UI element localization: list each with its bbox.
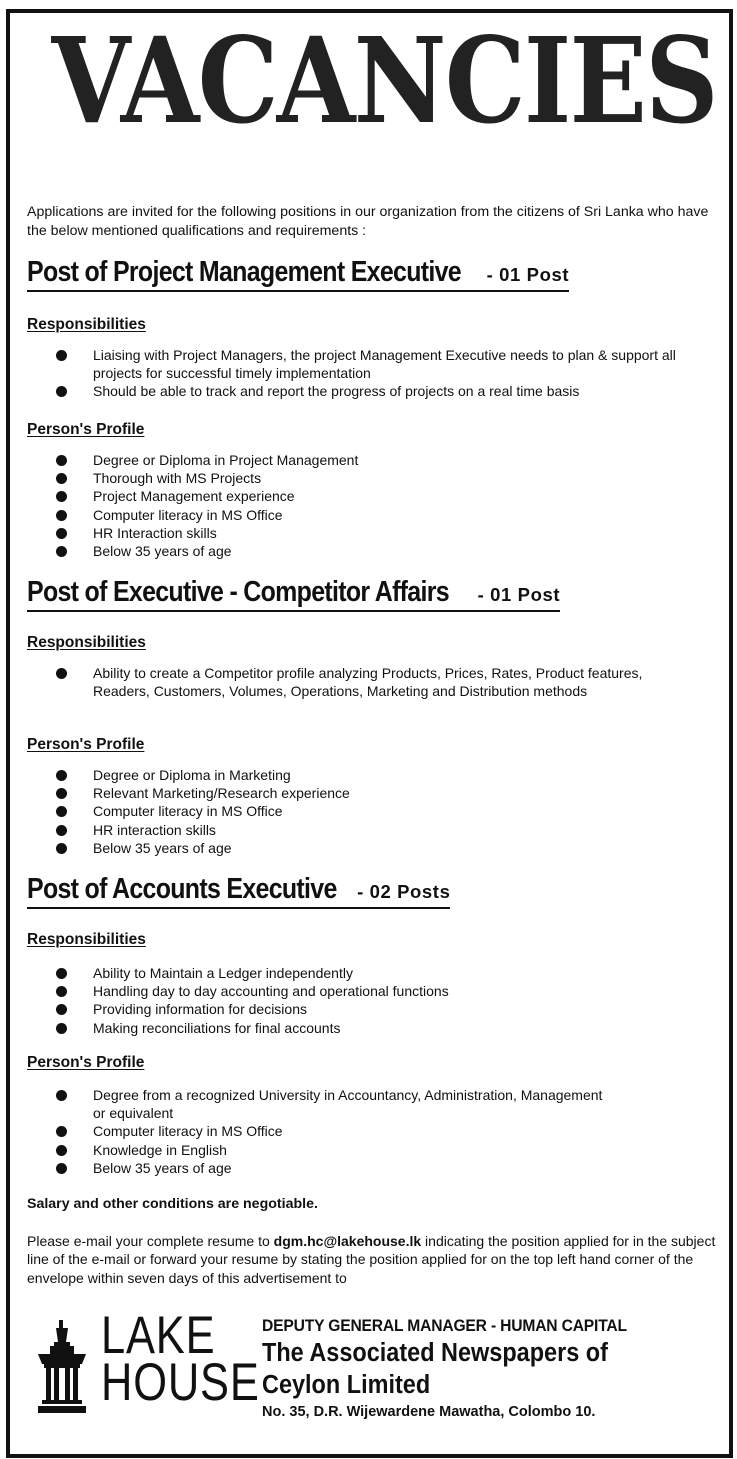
list-item: Providing information for decisions: [0, 1000, 700, 1018]
post-heading-project-management: [27, 256, 569, 292]
bullet-icon: [56, 528, 67, 539]
bullet-icon: [56, 546, 67, 557]
list-item: Project Management experience: [0, 487, 700, 505]
bullet-icon: [56, 770, 67, 781]
responsibilities-heading: Responsibilities: [27, 634, 146, 651]
list-item: Computer literacy in MS Office: [0, 802, 700, 820]
list-item: Should be able to track and report the progress of projects on a real time basis: [0, 382, 700, 400]
address-block: [262, 1316, 722, 1420]
list-item: Degree or Diploma in Marketing: [0, 766, 700, 784]
list-item: Liaising with Project Managers, the project Management Executive needs to plan & support all projects for successful timely implementation: [0, 346, 700, 382]
bullet-icon: [56, 386, 67, 397]
address-company-line1: The Associated Newspapers of: [262, 1339, 608, 1367]
bullet-icon: [56, 1004, 67, 1015]
profile-list: [0, 766, 700, 857]
responsibilities-list: [0, 346, 700, 401]
post-heading-competitor-affairs: [27, 576, 560, 612]
list-item: Computer literacy in MS Office: [0, 506, 700, 524]
post-heading-accounts-executive: [27, 873, 450, 909]
address-company-line2: Ceylon Limited: [262, 1371, 431, 1399]
bullet-icon: [56, 1163, 67, 1174]
list-item: Below 35 years of age: [0, 542, 700, 560]
profile-heading: Person's Profile: [27, 421, 145, 438]
list-item: Thorough with MS Projects: [0, 469, 700, 487]
bullet-icon: [56, 1090, 67, 1101]
bullet-icon: [56, 986, 67, 997]
intro-paragraph: Applications are invited for the following positions in our organization from the citizens of Sri Lanka who have the below mentioned qualifications and requirements :: [27, 204, 709, 239]
list-item: Ability to Maintain a Ledger independently: [0, 964, 700, 982]
responsibilities-list: [0, 664, 700, 700]
bullet-icon: [56, 491, 67, 502]
list-item: Computer literacy in MS Office: [0, 1122, 700, 1140]
post-title: Post of Project Management Executive: [27, 256, 461, 288]
list-item: Ability to create a Competitor profile analyzing Products, Prices, Rates, Product features, Readers, Customers, Volumes, Operations, Marketing and Distribution methods: [0, 664, 700, 700]
lake-house-logo: [36, 1306, 260, 1422]
address-street: No. 35, D.R. Wijewardene Mawatha, Colombo 10.: [262, 1404, 596, 1420]
bullet-icon: [56, 968, 67, 979]
list-item: Making reconciliations for final accounts: [0, 1019, 700, 1037]
list-item: Relevant Marketing/Research experience: [0, 784, 700, 802]
list-item: Knowledge in English: [0, 1141, 700, 1159]
tower-icon: [36, 1320, 88, 1415]
contact-paragraph: Please e-mail your complete resume to dgm.hc@lakehouse.lk indicating the position applied for in the subject line of the e-mail or forward your resume by stating the position applied for on the top left hand corner of the envelope within seven days of this advertisement to: [27, 1233, 716, 1286]
bullet-icon: [56, 843, 67, 854]
bullet-icon: [56, 350, 67, 361]
bullet-icon: [56, 788, 67, 799]
list-item: Below 35 years of age: [0, 839, 700, 857]
list-item: HR interaction skills: [0, 821, 700, 839]
logo-wordmark: LAKE HOUSE: [101, 1306, 260, 1412]
post-count: - 01 Post: [486, 264, 570, 285]
bullet-icon: [56, 1023, 67, 1034]
post-title: Post of Accounts Executive: [27, 873, 337, 905]
bullet-icon: [56, 668, 67, 679]
bullet-icon: [56, 1126, 67, 1137]
responsibilities-heading: Responsibilities: [27, 316, 146, 333]
profile-list: [0, 1086, 700, 1177]
page-title: VACANCIES: [51, 11, 717, 150]
bullet-icon: [56, 1145, 67, 1156]
list-item: Degree or Diploma in Project Management: [0, 451, 700, 469]
list-item: HR Interaction skills: [0, 524, 700, 542]
salary-note: Salary and other conditions are negotiable.: [27, 1196, 318, 1212]
profile-list: [0, 451, 700, 560]
email-link[interactable]: dgm.hc@lakehouse.lk: [273, 1233, 422, 1249]
bullet-icon: [56, 510, 67, 521]
list-item: Degree from a recognized University in Accountancy, Administration, Management or equivalent: [0, 1086, 613, 1122]
bullet-icon: [56, 806, 67, 817]
bullet-icon: [56, 455, 67, 466]
profile-heading: Person's Profile: [27, 1054, 145, 1071]
post-count: - 01 Post: [477, 584, 561, 605]
responsibilities-list: [0, 964, 700, 1037]
address-department: DEPUTY GENERAL MANAGER - HUMAN CAPITAL: [262, 1316, 627, 1335]
profile-heading: Person's Profile: [27, 736, 145, 753]
bullet-icon: [56, 825, 67, 836]
list-item: Below 35 years of age: [0, 1159, 700, 1177]
post-title: Post of Executive - Competitor Affairs: [27, 576, 449, 608]
post-count: - 02 Posts: [357, 881, 451, 902]
list-item: Handling day to day accounting and operational functions: [0, 982, 700, 1000]
bullet-icon: [56, 473, 67, 484]
responsibilities-heading: Responsibilities: [27, 931, 146, 948]
